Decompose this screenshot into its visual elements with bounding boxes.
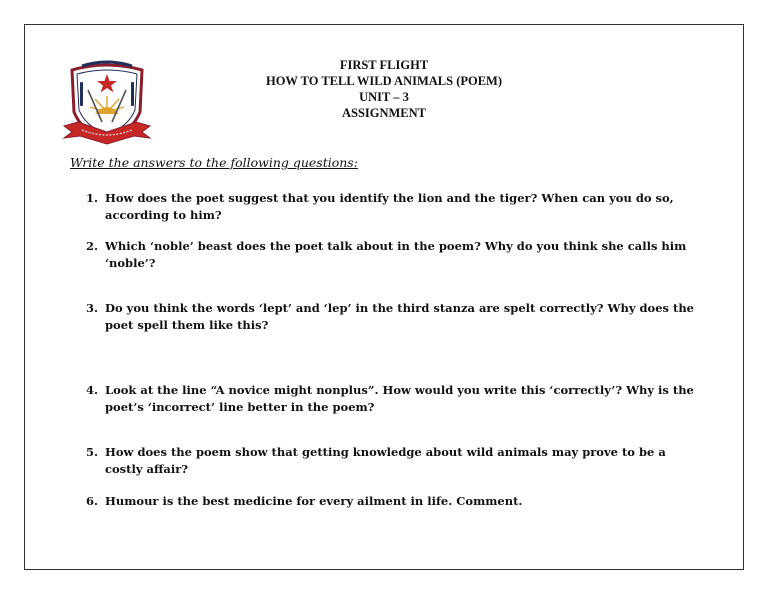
question-number: 5. <box>86 445 99 459</box>
question-number: 1. <box>86 191 99 205</box>
question-number: 3. <box>86 301 99 315</box>
poem-title: HOW TO TELL WILD ANIMALS (POEM) <box>265 74 503 88</box>
document-header <box>200 57 568 121</box>
assignment-label: ASSIGNMENT <box>341 106 427 120</box>
question-item <box>86 238 706 272</box>
question-text: Which ‘noble’ beast does the poet talk about in the poem? Why do you think she calls him ‘noble’? <box>105 239 687 270</box>
question-number: 4. <box>86 383 99 397</box>
question-text: How does the poem show that getting knowledge about wild animals may prove to be a costly affair? <box>105 445 666 476</box>
question-item <box>86 382 706 416</box>
question-item <box>86 493 706 510</box>
question-item <box>86 300 706 334</box>
question-text: How does the poet suggest that you identify the lion and the tiger? When can you do so, according to him? <box>105 191 674 222</box>
question-text: Look at the line “A novice might nonplus”. How would you write this ‘correctly’? Why is the poet’s ‘incorrect’ line better in the poem? <box>105 383 694 414</box>
question-text: Do you think the words ‘lept’ and ‘lep’ in the third stanza are spelt correctly? Why does the poet spell them like this? <box>105 301 694 332</box>
school-crest-icon <box>62 56 152 148</box>
question-text: Humour is the best medicine for every ailment in life. Comment. <box>105 494 523 508</box>
question-item <box>86 190 706 224</box>
question-number: 6. <box>86 494 99 508</box>
book-title: FIRST FLIGHT <box>339 58 429 72</box>
instruction-text: Write the answers to the following questions: <box>70 155 358 170</box>
unit-label: UNIT – 3 <box>359 90 409 104</box>
question-number: 2. <box>86 239 99 253</box>
question-item <box>86 444 706 478</box>
